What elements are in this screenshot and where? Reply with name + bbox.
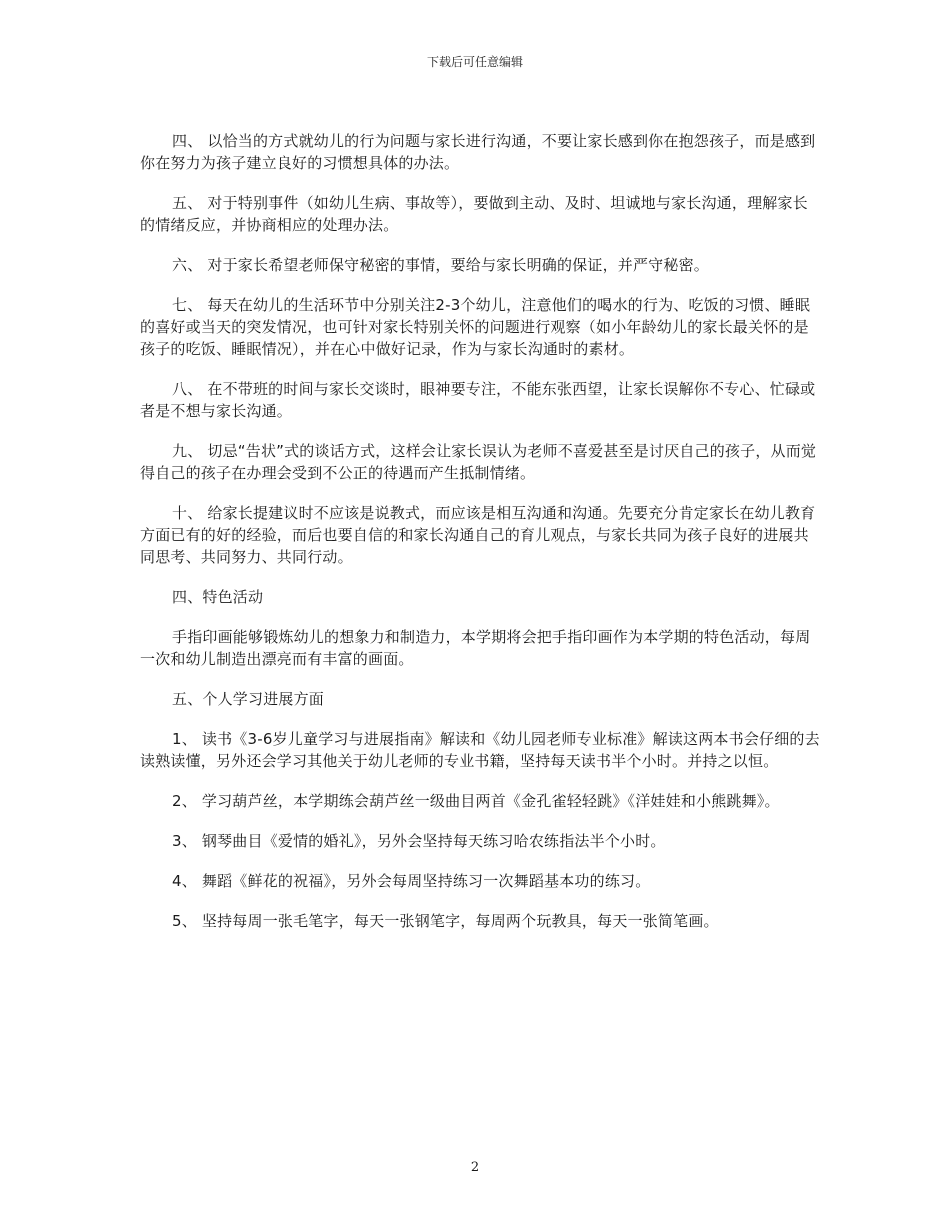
paragraph-item-5: 五、 对于特别事件（如幼儿生病、事故等），要做到主动、及时、坦诚地与家长沟通，理解家长的情绪反应，并协商相应的处理办法。 bbox=[140, 194, 808, 234]
paragraph-item-9: 九、 切忌“告状”式的谈话方式，这样会让家长误认为老师不喜爱甚至是讨厌自己的孩子，从而觉得自己的孩子在办理会受到不公正的待遇而产生抵制情绪。 bbox=[140, 442, 817, 482]
list-item-2: 2、 学习葫芦丝，本学期练会葫芦丝一级曲目两首《金孔雀轻轻跳》《洋娃娃和小熊跳舞》。 bbox=[172, 792, 780, 810]
section-heading-personal-development: 五、个人学习进展方面 bbox=[172, 690, 325, 708]
section-heading-special-activity: 四、特色活动 bbox=[172, 588, 264, 606]
list-item-3: 3、 钢琴曲目《爱情的婚礼》，另外会坚持每天练习哈农练指法半个小时。 bbox=[172, 832, 666, 850]
page-header: 下载后可任意编辑 bbox=[426, 55, 523, 69]
paragraph-special-activity: 手指印画能够锻炼幼儿的想象力和制造力，本学期将会把手指印画作为本学期的特色活动，每周一次和幼儿制造出漂亮而有丰富的画面。 bbox=[140, 628, 811, 668]
list-item-4: 4、 舞蹈《鲜花的祝福》，另外会每周坚持练习一次舞蹈基本功的练习。 bbox=[172, 872, 651, 890]
paragraph-item-8: 八、 在不带班的时间与家长交谈时，眼神要专注，不能东张西望，让家长误解你不专心、忙碌或者是不想与家长沟通。 bbox=[140, 380, 816, 420]
paragraph-item-4: 四、 以恰当的方式就幼儿的行为问题与家长进行沟通，不要让家长感到你在抱怨孩子，而是感到你在努力为孩子建立良好的习惯想具体的办法。 bbox=[140, 132, 816, 172]
paragraph-item-10: 十、 给家长提建议时不应该是说教式，而应该是相互沟通和沟通。先要充分肯定家长在幼儿教育方面已有的好的经验，而后也要自信的和家长沟通自己的育儿观点，与家长共同为孩子良好的进展共同思考、共同努力、共同行动。 bbox=[140, 504, 816, 566]
list-item-5: 5、 坚持每周一张毛笔字，每天一张钢笔字，每周两个玩教具，每天一张简笔画。 bbox=[172, 912, 719, 930]
paragraph-item-6: 六、 对于家长希望老师保守秘密的事情，要给与家长明确的保证，并严守秘密。 bbox=[172, 256, 709, 274]
list-item-1: 1、 读书《3-6岁儿童学习与进展指南》解读和《幼儿园老师专业标准》解读这两本书会仔细的去读熟读懂，另外还会学习其他关于幼儿老师的专业书籍，坚持每天读书半个小时。并持之以恒。 bbox=[140, 730, 820, 770]
document-body bbox=[140, 130, 820, 950]
page-number: 2 bbox=[470, 1160, 480, 1175]
paragraph-item-7: 七、 每天在幼儿的生活环节中分别关注2-3个幼儿，注意他们的喝水的行为、吃饭的习惯、睡眠的喜好或当天的突发情况，也可针对家长特别关怀的问题进行观察（如小年龄幼儿的家长最关怀的是孩子的吃饭、睡眠情况），并在心中做好记录，作为与家长沟通时的素材。 bbox=[140, 296, 811, 358]
